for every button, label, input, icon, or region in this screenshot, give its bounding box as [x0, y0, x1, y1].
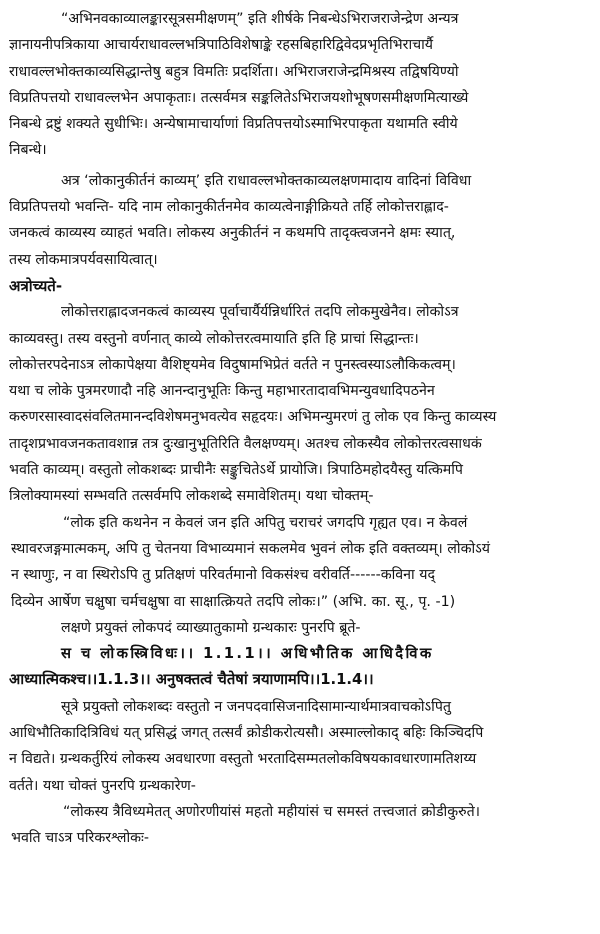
quote-line: स्थावरजङ्गमात्मकम्, अपि तु चेतनया विभाव्यमानं सकलमेव भुवनं लोक इति वक्तव्यम्। लोकोऽयं [11, 540, 491, 557]
paragraph-line: वर्तते। यथा चोक्तं पुनरपि ग्रन्थकारेण- [9, 777, 196, 794]
quote-line: दिव्येन आर्षेण चक्षुषा चर्मचक्षुषा वा साक्षात्क्रियते तदपि लोकः।” (अभि. का. सू., पृ. -1) [11, 593, 456, 610]
sutra-line: आध्यात्मिकश्च।।1.1.3।। अनुषक्तत्वं चैतेषां त्रयाणामपि।।1.1.4।। [9, 671, 374, 689]
paragraph-line: करुणरसास्वादसंवलितमानन्दविशेषमनुभवत्येव सहृदयः। अभिमन्युमरणं तु लोक एव किन्तु काव्यस्य [9, 409, 497, 426]
quote-line: “लोक इति कथनेन न केवलं जन इति अपितु चराचरं जगदपि गृह्यत एव। न केवलं [63, 514, 468, 531]
paragraph-line: यथा च लोके पुत्रमरणादौ नहि आनन्दानुभूतिः किन्तु महाभारतादावभिमन्युवधादिपठनेन [9, 383, 435, 400]
paragraph-line: लक्षणे प्रयुक्तं लोकपदं व्याख्यातुकामो ग्रन्थकारः पुनरपि ब्रूते- [61, 619, 361, 636]
paragraph-line: अत्र ‘लोकानुकीर्तनं काव्यम्’ इति राधावल्लभोक्तकाव्यलक्षणमादाय वादिनां विविधा [61, 172, 472, 189]
paragraph-3 [9, 299, 590, 509]
block-quote-1 [9, 510, 590, 615]
quote-line: “लोकस्य त्रैविध्यमेतत् अणोरणीयांसं महतो महीयांसं च समस्तं तत्त्वजातं क्रोडीकुरुते। [63, 803, 481, 820]
paragraph-line: त्रिलोक्यामस्यां सम्भवति तत्सर्वमपि लोकशब्दे समावेशितम्। यथा चोक्तम्- [9, 488, 374, 505]
paragraph-line: भवति काव्यम्। वस्तुतो लोकशब्दः प्राचीनैः सङ्कुचितेऽर्थे प्रायोजि। त्रिपाठिमहोदयैस्तु यत्किमपि [9, 462, 463, 479]
paragraph-line: तस्य लोकमात्रपर्यवसायित्वात्। [9, 251, 158, 268]
paragraph-1 [9, 6, 590, 164]
paragraph-line: निबन्धे द्रष्टुं शक्यते सुधीभिः। अन्येषामाचार्याणां विप्रतिपत्तयोऽस्माभिरपाकृता यथामति स्वीये [9, 116, 458, 133]
paragraph-line: विप्रतिपत्तयो राधावल्लभेन अपाकृताः। तत्सर्वमत्र सङ्कलितेऽभिराजयशोभूषणसमीक्षणमित्याख्ये [9, 89, 469, 106]
paragraph-line: निबन्धे। [9, 142, 47, 159]
paragraph-line: जनकत्वं काव्यस्य व्याहतं भवति। लोकस्य अनुकीर्तनं न कथमपि तादृक्त्वजनने क्षमः स्यात्, [9, 225, 456, 242]
paragraph-2 [9, 168, 590, 273]
sutra-line: स च लोकस्त्रिविधः।। 1.1.1।। अधिभौतिक आधिदैविक [61, 645, 434, 663]
quote-line: भवति चाऽत्र परिकरश्लोकः- [11, 830, 150, 847]
paragraph-line: राधावल्लभोक्तकाव्यसिद्धान्तेषु बहुत्र विमतिः प्रदर्शिता। अभिराजराजेन्द्रमिश्रस्य तद्विषयिण्यो [9, 63, 459, 80]
section-heading: अत्रोच्यते- [9, 276, 63, 295]
paragraph-line: “अभिनवकाव्यालङ्कारसूत्रसमीक्षणम्” इति शीर्षके निबन्धेऽभिराजराजेन्द्रेण अन्यत्र [61, 11, 459, 27]
paragraph-5 [9, 694, 590, 799]
paragraph-line: विप्रतिपत्तयो भवन्ति- यदि नाम लोकानुकीर्तनमेव काव्यत्वेनाङ्गीक्रियते तर्हि लोकोत्तराह्लाद- [9, 199, 449, 216]
paragraph-line: न विद्यते। ग्रन्थकर्तुरियं लोकस्य अवधारणा वस्तुतो भरतादिसम्मतलोकविषयकावधारणामतिशय्य [9, 751, 477, 768]
paragraph-line: काव्यवस्तु। तस्य वस्तुनो वर्णनात् काव्ये लोकोत्तरत्वमायाति इति हि प्राचां सिद्धान्तः। [9, 330, 419, 347]
block-quote-2 [9, 799, 590, 852]
paragraph-line: लोकोत्तरपदेनाऽत्र लोकापेक्षया वैशिष्ट्यमेव विदुषामभिप्रेतं वर्तते न पुनस्त्वस्याऽलौकिकत्वम्। [9, 356, 456, 373]
paragraph-line: ज्ञानायनीपत्रिकाया आचार्यराधावल्लभत्रिपाठिविशेषाङ्के रहसबिहारिद्विवेदप्रभृतिभिराचार्यै [9, 37, 434, 54]
paragraph-line: लोकोत्तराह्लादजनकत्वं काव्यस्य पूर्वाचार्यैर्यन्निर्धारितं तदपि लोकमुखेनैव। लोकोऽत्र [61, 304, 459, 321]
paragraph-4 [9, 615, 590, 641]
sutra-block [9, 641, 590, 694]
paragraph-line: तादृशप्रभावजनकतावशान्न तत्र दुःखानुभूतिरिति वैलक्षण्यम्। अतश्च लोकस्यैव लोकोत्तरत्वसाधकं [9, 435, 482, 452]
quote-line: न स्थाणुः, न वा स्थिरोऽपि तु प्रतिक्षणं परिवर्तमानो विकसंश्च वरीवर्ति------कविना यद् [11, 567, 435, 584]
paragraph-line: सूत्रे प्रयुक्तो लोकशब्दः वस्तुतो न जनपदवासिजनादिसामान्यार्थमात्रवाचकोऽपितु [61, 698, 451, 715]
paragraph-line: आधिभौतिकादित्रिविधं यत् प्रसिद्धं जगत् तत्सर्वं क्रोडीकरोत्यसौ। अस्माल्लोकाद् बहिः किञ्चिदपि [9, 725, 484, 742]
